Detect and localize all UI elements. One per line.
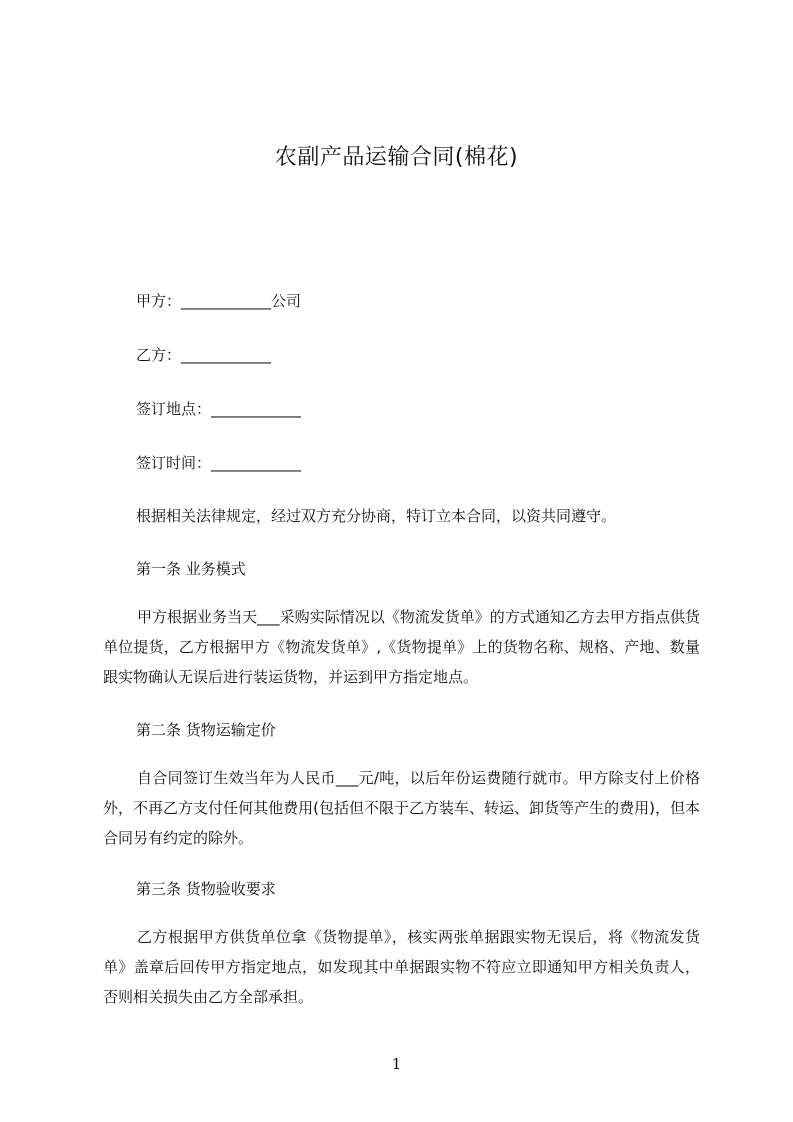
sign-place-line: 签订地点：____________ xyxy=(136,400,302,418)
page-number: 1 xyxy=(391,1055,402,1073)
section-1-heading: 第一条 业务模式 xyxy=(136,560,246,578)
party-b-line: 乙方：____________ xyxy=(136,346,272,364)
sign-time-line: 签订时间：____________ xyxy=(136,454,302,472)
section-3-body: 乙方根据甲方供货单位拿《货物提单》，核实两张单据跟实物无误后，将《物流发货单》盖章后回传甲方指定地点，如发现其中单据跟实物不符应立即通知甲方相关负责人，否则相关损失由乙方全部承担。 xyxy=(103,928,700,1006)
section-2-heading: 第二条 货物运输定价 xyxy=(136,721,276,739)
document-title: 农副产品运输合同(棉花) xyxy=(274,145,519,170)
party-a-line: 甲方：____________公司 xyxy=(136,292,302,310)
preamble-text: 根据相关法律规定，经过双方充分协商，特订立本合同，以资共同遵守。 xyxy=(136,507,617,525)
section-3-heading: 第三条 货物验收要求 xyxy=(136,880,276,898)
section-1-body: 甲方根据业务当天___采购实际情况以《物流发货单》的方式通知乙方去甲方指点供货单位提货，乙方根据甲方《物流发货单》,《货物提单》上的货物名称、规格、产地、数量跟实物确认无误后进行装运货物，并运到甲方指定地点。 xyxy=(103,608,700,686)
section-2-body: 自合同签订生效当年为人民币___元/吨，以后年份运费随行就市。甲方除支付上价格外，不再乙方支付任何其他费用(包括但不限于乙方装车、转运、卸货等产生的费用)，但本合同另有约定的除外。 xyxy=(103,769,700,847)
